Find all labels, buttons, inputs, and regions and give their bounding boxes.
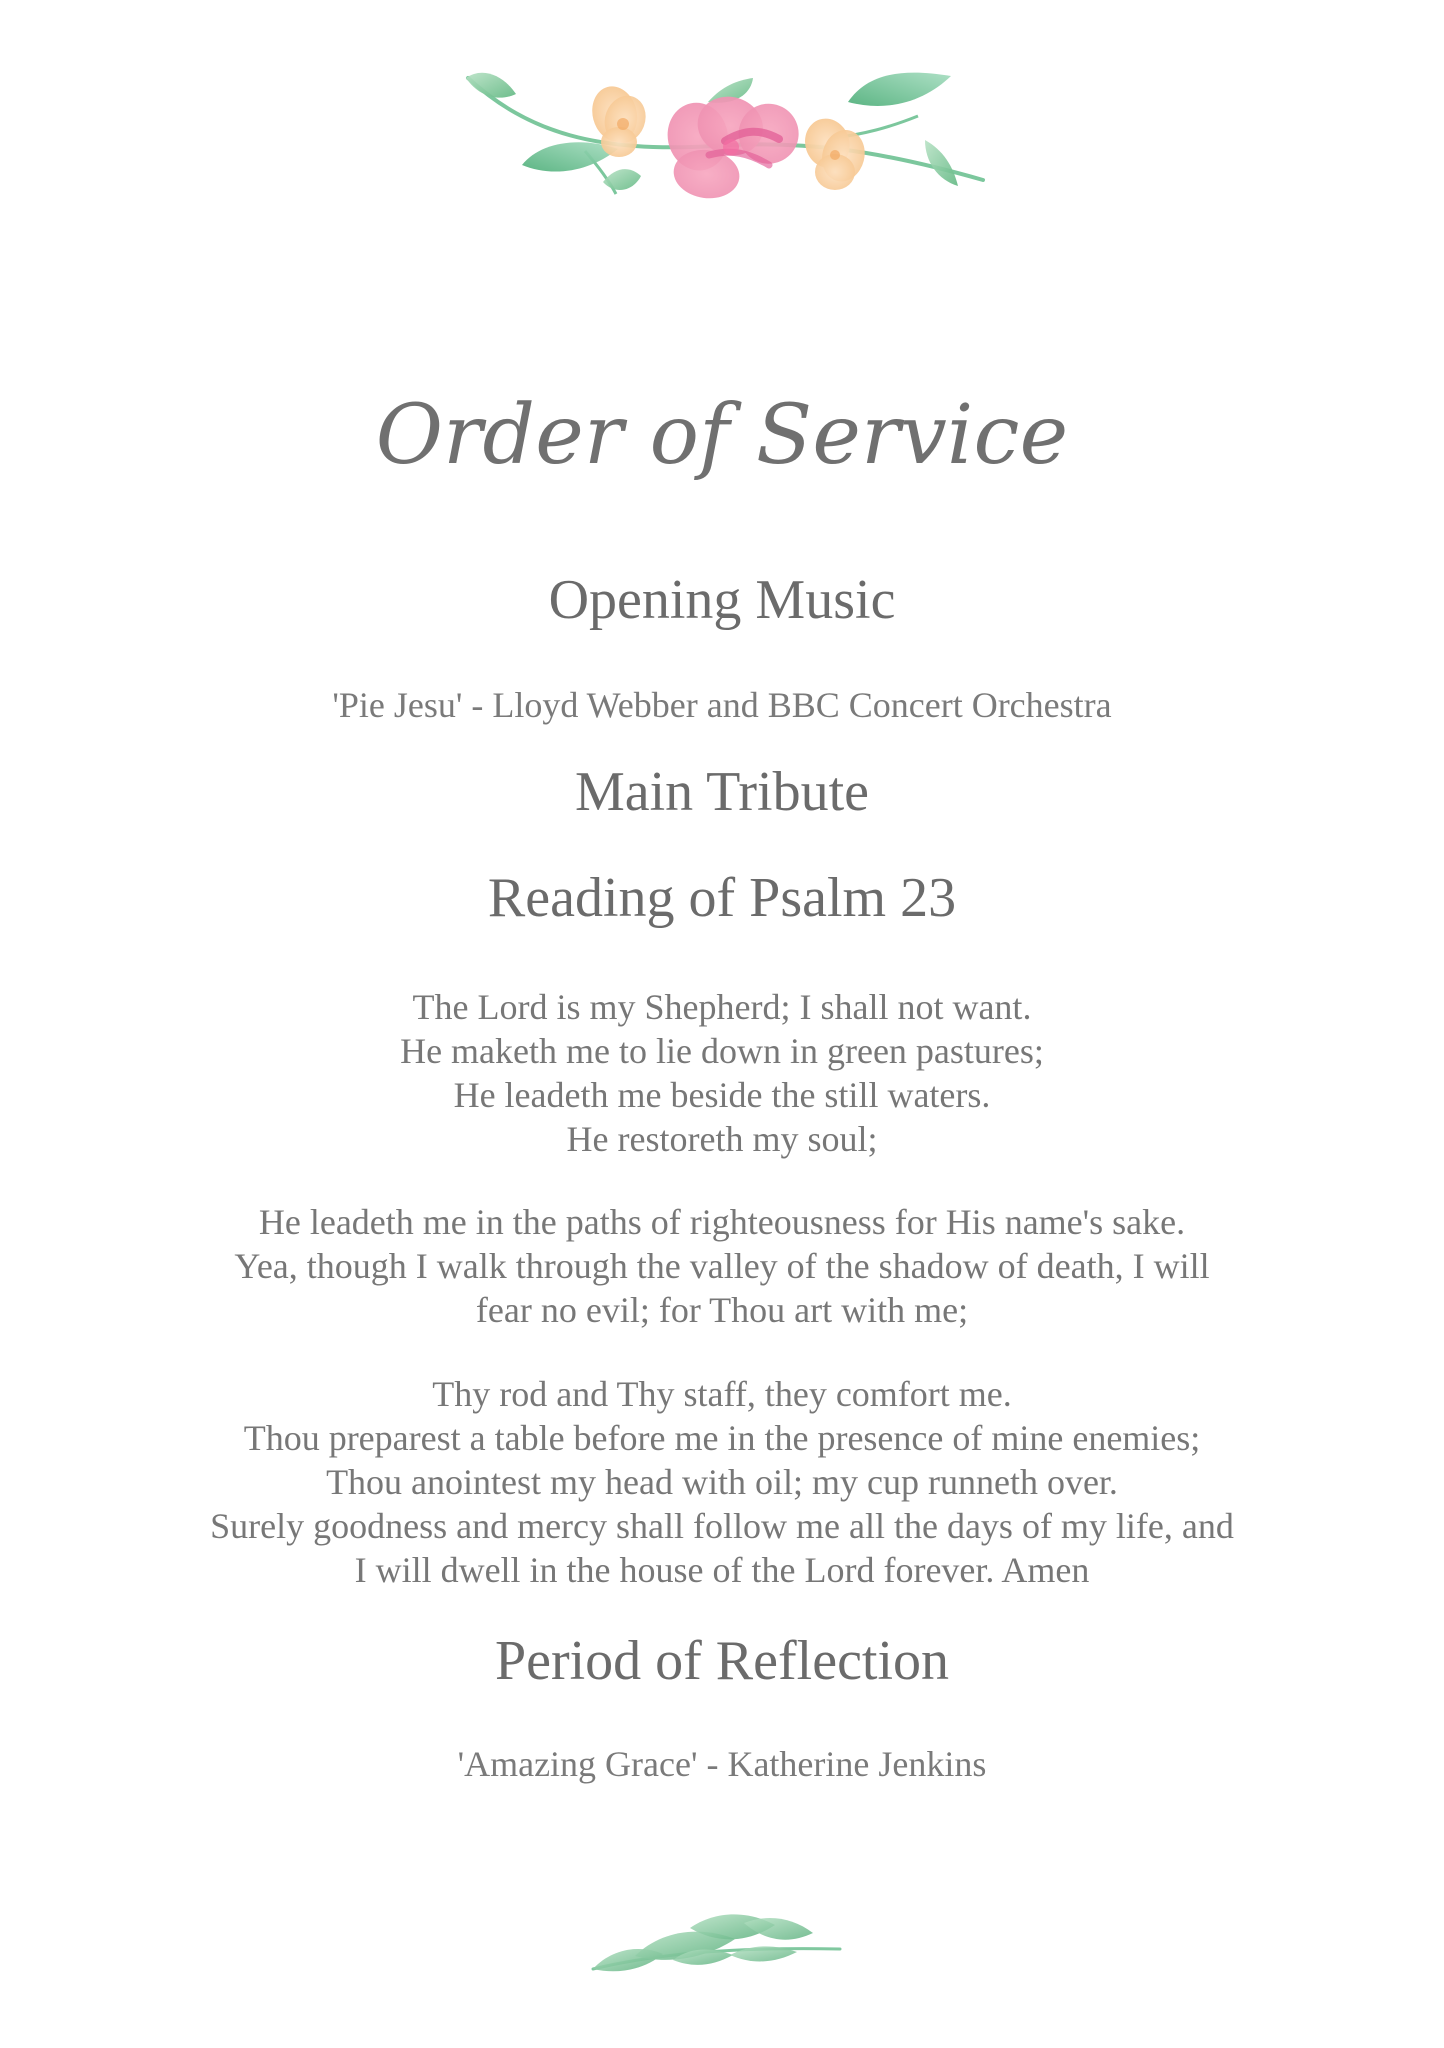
psalm-line: He leadeth me in the paths of righteousness for His name's sake. xyxy=(258,1202,1186,1242)
opening-music-detail: 'Pie Jesu' - Lloyd Webber and BBC Concert Orchestra xyxy=(332,685,1112,725)
psalm-verse-3 xyxy=(0,1372,1444,1592)
psalm-line: Surely goodness and mercy shall follow me all the days of my life, and xyxy=(210,1506,1234,1546)
leaf-sprig-icon xyxy=(585,1905,850,1985)
psalm-line: Yea, though I walk through the valley of the shadow of death, I will xyxy=(234,1246,1210,1286)
psalm-line: fear no evil; for Thou art with me; xyxy=(475,1290,969,1330)
psalm-verse-1 xyxy=(0,985,1444,1161)
section-heading-main-tribute: Main Tribute xyxy=(574,761,870,823)
psalm-verse-2 xyxy=(0,1200,1444,1332)
psalm-line: The Lord is my Shepherd; I shall not want. xyxy=(412,987,1032,1027)
section-heading-opening-music: Opening Music xyxy=(548,569,896,631)
period-of-reflection-detail: 'Amazing Grace' - Katherine Jenkins xyxy=(457,1744,987,1784)
floral-garland-icon xyxy=(448,58,1008,208)
psalm-line: Thou anointest my head with oil; my cup runneth over. xyxy=(326,1462,1118,1502)
psalm-line: Thy rod and Thy staff, they comfort me. xyxy=(432,1374,1012,1414)
section-heading-period-of-reflection: Period of Reflection xyxy=(494,1630,950,1692)
psalm-line: Thou preparest a table before me in the presence of mine enemies; xyxy=(243,1418,1201,1458)
psalm-line: He restoreth my soul; xyxy=(566,1119,878,1159)
psalm-line: He maketh me to lie down in green pastures; xyxy=(400,1031,1044,1071)
page-title: Order of Service xyxy=(375,388,1069,483)
section-heading-psalm-reading: Reading of Psalm 23 xyxy=(487,867,957,929)
psalm-line: I will dwell in the house of the Lord forever. Amen xyxy=(354,1550,1090,1590)
psalm-line: He leadeth me beside the still waters. xyxy=(453,1075,991,1115)
